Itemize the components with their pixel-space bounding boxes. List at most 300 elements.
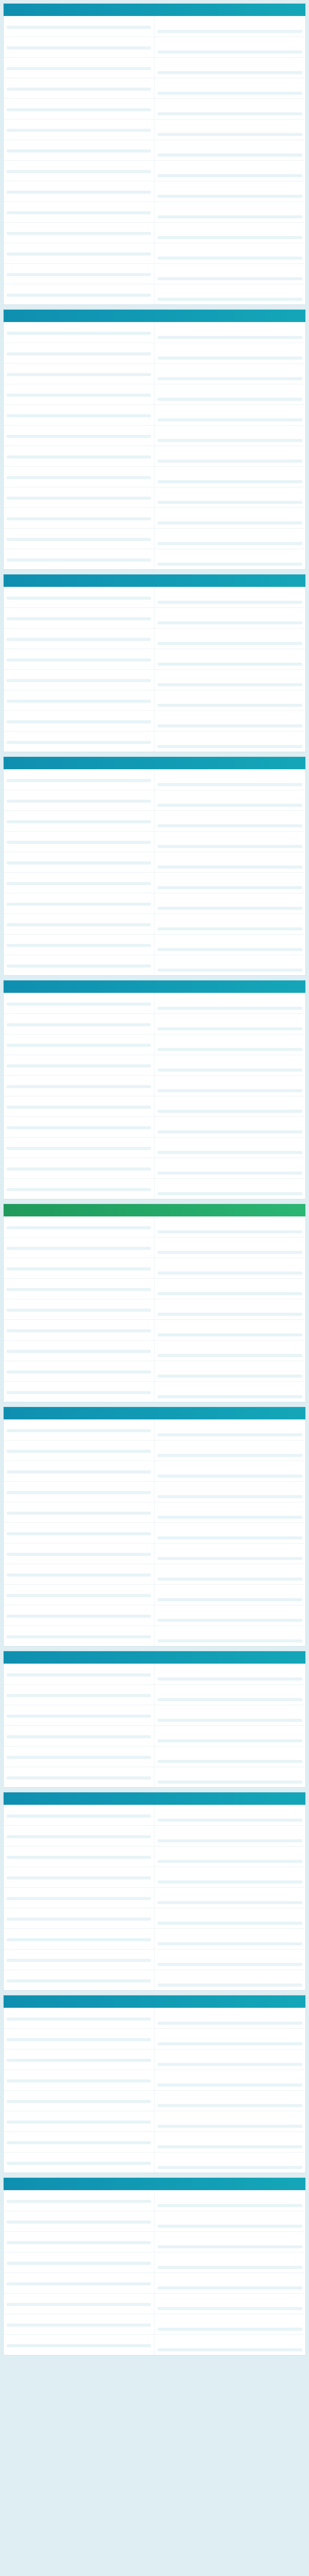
text-placeholder bbox=[7, 2303, 151, 2306]
text-placeholder bbox=[158, 1089, 302, 1092]
agenda-row bbox=[4, 607, 305, 628]
session-title[interactable] bbox=[7, 469, 151, 474]
agenda-row bbox=[4, 16, 305, 37]
text-placeholder bbox=[158, 521, 302, 524]
agenda-row bbox=[4, 852, 305, 872]
agenda-section bbox=[3, 1204, 306, 1402]
session-cell bbox=[4, 243, 154, 263]
session-title[interactable] bbox=[7, 1422, 151, 1428]
speaker-cell bbox=[154, 1867, 305, 1887]
session-title[interactable] bbox=[7, 2031, 151, 2037]
session-title[interactable] bbox=[7, 531, 151, 536]
speaker-cell bbox=[154, 1664, 305, 1684]
session-title[interactable] bbox=[7, 916, 151, 922]
agenda-section bbox=[3, 1792, 306, 1991]
speaker-cell bbox=[154, 1908, 305, 1928]
session-cell bbox=[4, 811, 154, 831]
text-placeholder bbox=[158, 2022, 302, 2025]
text-placeholder bbox=[7, 1491, 151, 1494]
agenda-row bbox=[4, 1767, 305, 1787]
session-title[interactable] bbox=[7, 1078, 151, 1083]
text-placeholder bbox=[158, 1781, 302, 1784]
session-title[interactable] bbox=[7, 1566, 151, 1572]
text-placeholder bbox=[7, 352, 151, 355]
session-title[interactable] bbox=[7, 225, 151, 230]
speaker-cell bbox=[154, 78, 305, 98]
text-placeholder bbox=[158, 2225, 302, 2228]
text-placeholder bbox=[7, 1247, 151, 1250]
text-placeholder bbox=[158, 50, 302, 54]
agenda-row bbox=[4, 1216, 305, 1237]
agenda-section bbox=[3, 309, 306, 570]
speaker-cell bbox=[154, 2232, 305, 2252]
text-placeholder bbox=[7, 720, 151, 723]
agenda-row bbox=[4, 343, 305, 363]
session-title[interactable] bbox=[7, 1504, 151, 1510]
session-title[interactable] bbox=[7, 2193, 151, 2198]
session-title[interactable] bbox=[7, 551, 151, 557]
session-cell bbox=[4, 1767, 154, 1787]
speaker-cell bbox=[154, 732, 305, 752]
session-cell bbox=[4, 649, 154, 669]
agenda-row bbox=[4, 1928, 305, 1949]
agenda-row bbox=[4, 1237, 305, 1258]
session-title[interactable] bbox=[7, 792, 151, 798]
session-cell bbox=[4, 1482, 154, 1502]
session-title[interactable] bbox=[7, 325, 151, 330]
session-title[interactable] bbox=[7, 1525, 151, 1531]
speaker-cell bbox=[154, 1341, 305, 1361]
agenda-row bbox=[4, 1584, 305, 1605]
agenda-row bbox=[4, 487, 305, 507]
session-title[interactable] bbox=[7, 1219, 151, 1225]
session-title[interactable] bbox=[7, 386, 151, 392]
session-title[interactable] bbox=[7, 1281, 151, 1286]
agenda-row bbox=[4, 1481, 305, 1502]
session-title[interactable] bbox=[7, 2234, 151, 2240]
text-placeholder bbox=[158, 2286, 302, 2290]
speaker-cell bbox=[154, 202, 305, 222]
speaker-cell bbox=[154, 1299, 305, 1319]
session-title[interactable] bbox=[7, 1587, 151, 1592]
text-placeholder bbox=[158, 927, 302, 930]
text-placeholder bbox=[158, 2042, 302, 2045]
session-title[interactable] bbox=[7, 1769, 151, 1775]
session-cell bbox=[4, 1382, 154, 1402]
text-placeholder bbox=[158, 1251, 302, 1254]
session-title[interactable] bbox=[7, 854, 151, 860]
session-cell bbox=[4, 37, 154, 57]
session-cell bbox=[4, 790, 154, 810]
session-title[interactable] bbox=[7, 2052, 151, 2057]
text-placeholder bbox=[158, 1172, 302, 1175]
agenda-row bbox=[4, 2049, 305, 2070]
text-placeholder bbox=[158, 824, 302, 827]
agenda-section bbox=[3, 1651, 306, 1788]
session-title[interactable] bbox=[7, 1931, 151, 1937]
text-placeholder bbox=[158, 1069, 302, 1072]
session-cell bbox=[4, 1523, 154, 1543]
speaker-cell bbox=[154, 629, 305, 649]
text-placeholder bbox=[158, 398, 302, 401]
session-title[interactable] bbox=[7, 1972, 151, 1978]
text-placeholder bbox=[158, 1922, 302, 1925]
text-placeholder bbox=[158, 2083, 302, 2087]
session-title[interactable] bbox=[7, 1098, 151, 1104]
session-title[interactable] bbox=[7, 142, 151, 148]
text-placeholder bbox=[7, 1450, 151, 1453]
text-placeholder bbox=[158, 1963, 302, 1966]
session-title[interactable] bbox=[7, 80, 151, 86]
agenda-row bbox=[4, 649, 305, 669]
text-placeholder bbox=[7, 1532, 151, 1535]
session-cell bbox=[4, 2294, 154, 2314]
text-placeholder bbox=[158, 1880, 302, 1884]
session-title[interactable] bbox=[7, 1749, 151, 1754]
session-title[interactable] bbox=[7, 1443, 151, 1448]
session-title[interactable] bbox=[7, 1322, 151, 1328]
session-title[interactable] bbox=[7, 937, 151, 942]
session-cell bbox=[4, 549, 154, 569]
session-cell bbox=[4, 508, 154, 528]
text-placeholder bbox=[158, 1433, 302, 1436]
session-title[interactable] bbox=[7, 1119, 151, 1125]
text-placeholder bbox=[7, 1126, 151, 1129]
speaker-cell bbox=[154, 1320, 305, 1340]
session-cell bbox=[4, 99, 154, 119]
speaker-cell bbox=[154, 770, 305, 790]
text-placeholder bbox=[158, 1475, 302, 1478]
session-title[interactable] bbox=[7, 734, 151, 739]
session-title[interactable] bbox=[7, 2213, 151, 2219]
session-title[interactable] bbox=[7, 692, 151, 698]
text-placeholder bbox=[7, 1876, 151, 1879]
session-cell bbox=[4, 2191, 154, 2211]
text-placeholder bbox=[7, 1573, 151, 1577]
speaker-cell bbox=[154, 811, 305, 831]
text-placeholder bbox=[7, 1470, 151, 1473]
text-placeholder bbox=[7, 1856, 151, 1859]
text-placeholder bbox=[7, 1979, 151, 1982]
session-title[interactable] bbox=[7, 1037, 151, 1042]
text-placeholder bbox=[158, 2104, 302, 2107]
text-placeholder bbox=[158, 71, 302, 74]
agenda-row bbox=[4, 993, 305, 1013]
session-title[interactable] bbox=[7, 1952, 151, 1957]
session-title[interactable] bbox=[7, 1240, 151, 1245]
text-placeholder bbox=[7, 517, 151, 520]
speaker-cell bbox=[154, 2335, 305, 2355]
agenda-section bbox=[3, 980, 306, 1199]
speaker-cell bbox=[154, 711, 305, 731]
session-cell bbox=[4, 2211, 154, 2231]
session-title[interactable] bbox=[7, 39, 151, 45]
text-placeholder bbox=[7, 2079, 151, 2082]
session-title[interactable] bbox=[7, 1869, 151, 1875]
session-title[interactable] bbox=[7, 1546, 151, 1551]
speaker-cell bbox=[154, 1238, 305, 1258]
agenda-row bbox=[4, 98, 305, 119]
session-cell bbox=[4, 1867, 154, 1887]
session-cell bbox=[4, 1826, 154, 1846]
agenda-row bbox=[4, 1278, 305, 1299]
text-placeholder bbox=[158, 2125, 302, 2128]
session-title[interactable] bbox=[7, 2010, 151, 2016]
agenda-row bbox=[4, 404, 305, 425]
agenda-row bbox=[4, 1440, 305, 1461]
text-placeholder bbox=[7, 1003, 151, 1006]
session-title[interactable] bbox=[7, 204, 151, 210]
text-placeholder bbox=[7, 861, 151, 865]
session-title[interactable] bbox=[7, 610, 151, 616]
session-title[interactable] bbox=[7, 510, 151, 516]
session-cell bbox=[4, 1420, 154, 1440]
text-placeholder bbox=[158, 1292, 302, 1295]
text-placeholder bbox=[158, 1230, 302, 1233]
text-placeholder bbox=[158, 2166, 302, 2169]
text-placeholder bbox=[7, 538, 151, 541]
text-placeholder bbox=[158, 2204, 302, 2207]
speaker-cell bbox=[154, 1564, 305, 1584]
session-title[interactable] bbox=[7, 2296, 151, 2301]
session-title[interactable] bbox=[7, 957, 151, 963]
session-cell bbox=[4, 2252, 154, 2273]
session-title[interactable] bbox=[7, 813, 151, 819]
speaker-cell bbox=[154, 343, 305, 363]
text-placeholder bbox=[7, 1835, 151, 1838]
speaker-cell bbox=[154, 1970, 305, 1990]
text-placeholder bbox=[7, 841, 151, 844]
agenda-row bbox=[4, 322, 305, 343]
session-title[interactable] bbox=[7, 1807, 151, 1813]
session-title[interactable] bbox=[7, 1687, 151, 1692]
agenda-section bbox=[3, 3, 306, 305]
session-title[interactable] bbox=[7, 489, 151, 495]
text-placeholder bbox=[158, 1516, 302, 1519]
session-title[interactable] bbox=[7, 1384, 151, 1389]
session-title[interactable] bbox=[7, 631, 151, 636]
text-placeholder bbox=[7, 67, 151, 70]
speaker-cell bbox=[154, 1626, 305, 1646]
speaker-cell bbox=[154, 832, 305, 852]
session-title[interactable] bbox=[7, 407, 151, 413]
session-title[interactable] bbox=[7, 1828, 151, 1834]
text-placeholder bbox=[158, 298, 302, 301]
speaker-cell bbox=[154, 1035, 305, 1055]
session-title[interactable] bbox=[7, 995, 151, 1001]
agenda-row bbox=[4, 2252, 305, 2273]
session-title[interactable] bbox=[7, 1484, 151, 1489]
text-placeholder bbox=[7, 1694, 151, 1697]
text-placeholder bbox=[158, 542, 302, 545]
session-title[interactable] bbox=[7, 60, 151, 65]
agenda-row bbox=[4, 1319, 305, 1340]
session-title[interactable] bbox=[7, 1910, 151, 1916]
session-title[interactable] bbox=[7, 345, 151, 351]
speaker-cell bbox=[154, 2070, 305, 2090]
text-placeholder bbox=[158, 1192, 302, 1195]
speaker-cell bbox=[154, 243, 305, 263]
text-placeholder bbox=[7, 1756, 151, 1759]
session-title[interactable] bbox=[7, 1140, 151, 1145]
agenda-row bbox=[4, 446, 305, 466]
session-title[interactable] bbox=[7, 428, 151, 433]
speaker-cell bbox=[154, 1258, 305, 1278]
session-cell bbox=[4, 1805, 154, 1825]
text-placeholder bbox=[158, 133, 302, 136]
text-placeholder bbox=[7, 800, 151, 803]
session-title[interactable] bbox=[7, 1160, 151, 1166]
text-placeholder bbox=[7, 2344, 151, 2347]
session-title[interactable] bbox=[7, 2316, 151, 2322]
speaker-cell bbox=[154, 1096, 305, 1116]
session-cell bbox=[4, 284, 154, 304]
session-cell bbox=[4, 1117, 154, 1137]
text-placeholder bbox=[7, 1938, 151, 1941]
speaker-cell bbox=[154, 37, 305, 57]
text-placeholder bbox=[158, 1557, 302, 1560]
session-cell bbox=[4, 1217, 154, 1237]
speaker-cell bbox=[154, 405, 305, 425]
agenda-row bbox=[4, 628, 305, 649]
speaker-cell bbox=[154, 2008, 305, 2028]
section-banner bbox=[4, 574, 305, 587]
text-placeholder bbox=[7, 1918, 151, 1921]
session-cell bbox=[4, 405, 154, 425]
session-title[interactable] bbox=[7, 672, 151, 677]
text-placeholder bbox=[158, 1536, 302, 1539]
text-placeholder bbox=[7, 1106, 151, 1109]
text-placeholder bbox=[158, 1354, 302, 1357]
speaker-cell bbox=[154, 58, 305, 78]
speaker-cell bbox=[154, 1605, 305, 1625]
text-placeholder bbox=[158, 724, 302, 727]
session-title[interactable] bbox=[7, 589, 151, 595]
session-title[interactable] bbox=[7, 1666, 151, 1672]
agenda-row bbox=[4, 1013, 305, 1034]
session-title[interactable] bbox=[7, 2275, 151, 2281]
text-placeholder bbox=[7, 1167, 151, 1171]
session-title[interactable] bbox=[7, 163, 151, 168]
agenda-row bbox=[4, 913, 305, 934]
text-placeholder bbox=[7, 1635, 151, 1638]
speaker-cell bbox=[154, 1846, 305, 1867]
text-placeholder bbox=[7, 820, 151, 823]
session-title[interactable] bbox=[7, 772, 151, 777]
session-title[interactable] bbox=[7, 1260, 151, 1266]
session-title[interactable] bbox=[7, 2155, 151, 2160]
session-title[interactable] bbox=[7, 875, 151, 880]
text-placeholder bbox=[158, 480, 302, 483]
speaker-cell bbox=[154, 1929, 305, 1949]
session-title[interactable] bbox=[7, 1890, 151, 1895]
text-placeholder bbox=[7, 964, 151, 968]
text-placeholder bbox=[158, 1048, 302, 1051]
text-placeholder bbox=[158, 357, 302, 360]
text-placeholder bbox=[158, 1151, 302, 1154]
session-title[interactable] bbox=[7, 1301, 151, 1307]
agenda-row bbox=[4, 690, 305, 710]
text-placeholder bbox=[158, 1130, 302, 1133]
session-title[interactable] bbox=[7, 2134, 151, 2140]
text-placeholder bbox=[158, 1375, 302, 1378]
session-title[interactable] bbox=[7, 1363, 151, 1369]
speaker-cell bbox=[154, 1138, 305, 1158]
session-title[interactable] bbox=[7, 183, 151, 189]
agenda-row bbox=[4, 1258, 305, 1278]
speaker-cell bbox=[154, 2049, 305, 2070]
text-placeholder bbox=[7, 1370, 151, 1374]
session-title[interactable] bbox=[7, 713, 151, 719]
session-title[interactable] bbox=[7, 651, 151, 657]
session-title[interactable] bbox=[7, 266, 151, 272]
session-title[interactable] bbox=[7, 1463, 151, 1469]
speaker-cell bbox=[154, 1826, 305, 1846]
session-title[interactable] bbox=[7, 245, 151, 251]
session-cell bbox=[4, 2132, 154, 2152]
text-placeholder bbox=[7, 149, 151, 152]
speaker-cell bbox=[154, 1217, 305, 1237]
session-title[interactable] bbox=[7, 122, 151, 127]
session-title[interactable] bbox=[7, 1607, 151, 1613]
session-title[interactable] bbox=[7, 366, 151, 371]
session-title[interactable] bbox=[7, 448, 151, 454]
session-title[interactable] bbox=[7, 1343, 151, 1348]
agenda-row bbox=[4, 1116, 305, 1137]
text-placeholder bbox=[7, 923, 151, 926]
session-cell bbox=[4, 1685, 154, 1705]
agenda-row bbox=[4, 363, 305, 384]
session-title[interactable] bbox=[7, 1628, 151, 1634]
section-banner bbox=[4, 757, 305, 769]
session-title[interactable] bbox=[7, 2072, 151, 2078]
session-cell bbox=[4, 1158, 154, 1178]
session-title[interactable] bbox=[7, 1707, 151, 1713]
session-title[interactable] bbox=[7, 895, 151, 901]
session-title[interactable] bbox=[7, 1849, 151, 1854]
session-title[interactable] bbox=[7, 2255, 151, 2260]
session-title[interactable] bbox=[7, 1057, 151, 1063]
text-placeholder bbox=[158, 2307, 302, 2310]
session-cell bbox=[4, 223, 154, 243]
speaker-cell bbox=[154, 16, 305, 37]
text-placeholder bbox=[158, 683, 302, 686]
agenda-row bbox=[4, 1564, 305, 1584]
session-cell bbox=[4, 1279, 154, 1299]
session-title[interactable] bbox=[7, 1728, 151, 1734]
agenda-row bbox=[4, 831, 305, 852]
session-title[interactable] bbox=[7, 834, 151, 839]
session-cell bbox=[4, 2029, 154, 2049]
speaker-cell bbox=[154, 1544, 305, 1564]
session-title[interactable] bbox=[7, 2337, 151, 2343]
session-title[interactable] bbox=[7, 2113, 151, 2119]
text-placeholder bbox=[7, 1023, 151, 1026]
agenda-row bbox=[4, 1361, 305, 1381]
session-title[interactable] bbox=[7, 286, 151, 292]
text-placeholder bbox=[158, 621, 302, 624]
session-title[interactable] bbox=[7, 101, 151, 107]
session-title[interactable] bbox=[7, 19, 151, 24]
session-title[interactable] bbox=[7, 2093, 151, 2098]
session-cell bbox=[4, 2091, 154, 2111]
session-cell bbox=[4, 1035, 154, 1055]
session-title[interactable] bbox=[7, 1181, 151, 1187]
session-cell bbox=[4, 2273, 154, 2293]
speaker-cell bbox=[154, 284, 305, 304]
text-placeholder bbox=[158, 1027, 302, 1030]
session-title[interactable] bbox=[7, 1016, 151, 1022]
